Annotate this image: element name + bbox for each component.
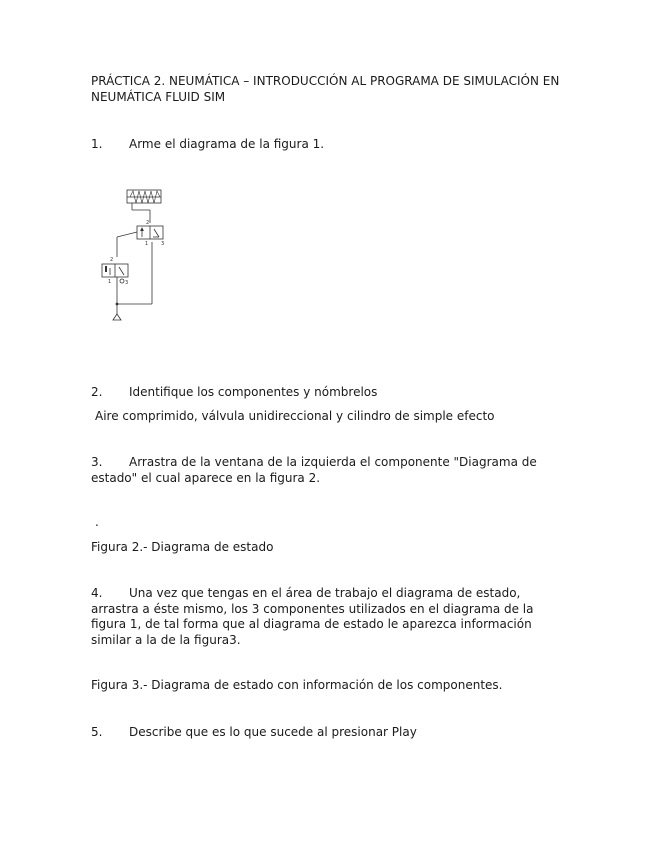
- answer-2: Aire comprimido, válvula unidireccional y cilindro de simple efecto: [95, 409, 495, 423]
- port-label: 2: [146, 220, 150, 226]
- figure-3-caption: Figura 3.- Diagrama de estado con información de los componentes.: [91, 678, 503, 692]
- step-3: [91, 455, 571, 486]
- step-5: [91, 725, 417, 739]
- step-number: 2.: [91, 385, 103, 399]
- port-label: 3: [161, 241, 165, 247]
- step-number: 1.: [91, 137, 103, 151]
- step-number: 5.: [91, 725, 103, 739]
- figure-2-caption: Figura 2.- Diagrama de estado: [91, 540, 274, 554]
- port-label: 3: [125, 280, 129, 286]
- step-4: [91, 586, 561, 648]
- page-title: PRÁCTICA 2. NEUMÁTICA – INTRODUCCIÓN AL PROGRAMA DE SIMULACIÓN EN NEUMÁTICA FLUID SIM: [91, 74, 560, 104]
- step-text: Una vez que tengas en el área de trabajo el diagrama de estado, arrastra a éste mismo, los 3 componentes utilizados en el diagrama de la figura 1, de tal forma que al diagrama de estado le aparezca información similar a la de la figura3.: [91, 586, 534, 647]
- step-number: 3.: [91, 455, 103, 469]
- step-text: Arrastra de la ventana de la izquierda el componente "Diagrama de estado" el cual aparece en la figura 2.: [91, 455, 537, 485]
- port-label: 1: [145, 241, 149, 247]
- step-text: Describe que es lo que sucede al presionar Play: [129, 725, 417, 739]
- step-number: 4.: [91, 586, 103, 600]
- pneumatic-circuit-figure: [98, 186, 166, 322]
- step-text: Identifique los componentes y nómbrelos: [129, 385, 378, 399]
- placeholder-dot: .: [95, 515, 99, 529]
- port-label: 1: [108, 279, 112, 285]
- step-2: [91, 385, 377, 399]
- step-1: [91, 137, 324, 151]
- air-supply-source: [113, 314, 121, 320]
- step-text: Arme el diagrama de la figura 1.: [129, 137, 325, 151]
- port-label: 2: [110, 257, 114, 263]
